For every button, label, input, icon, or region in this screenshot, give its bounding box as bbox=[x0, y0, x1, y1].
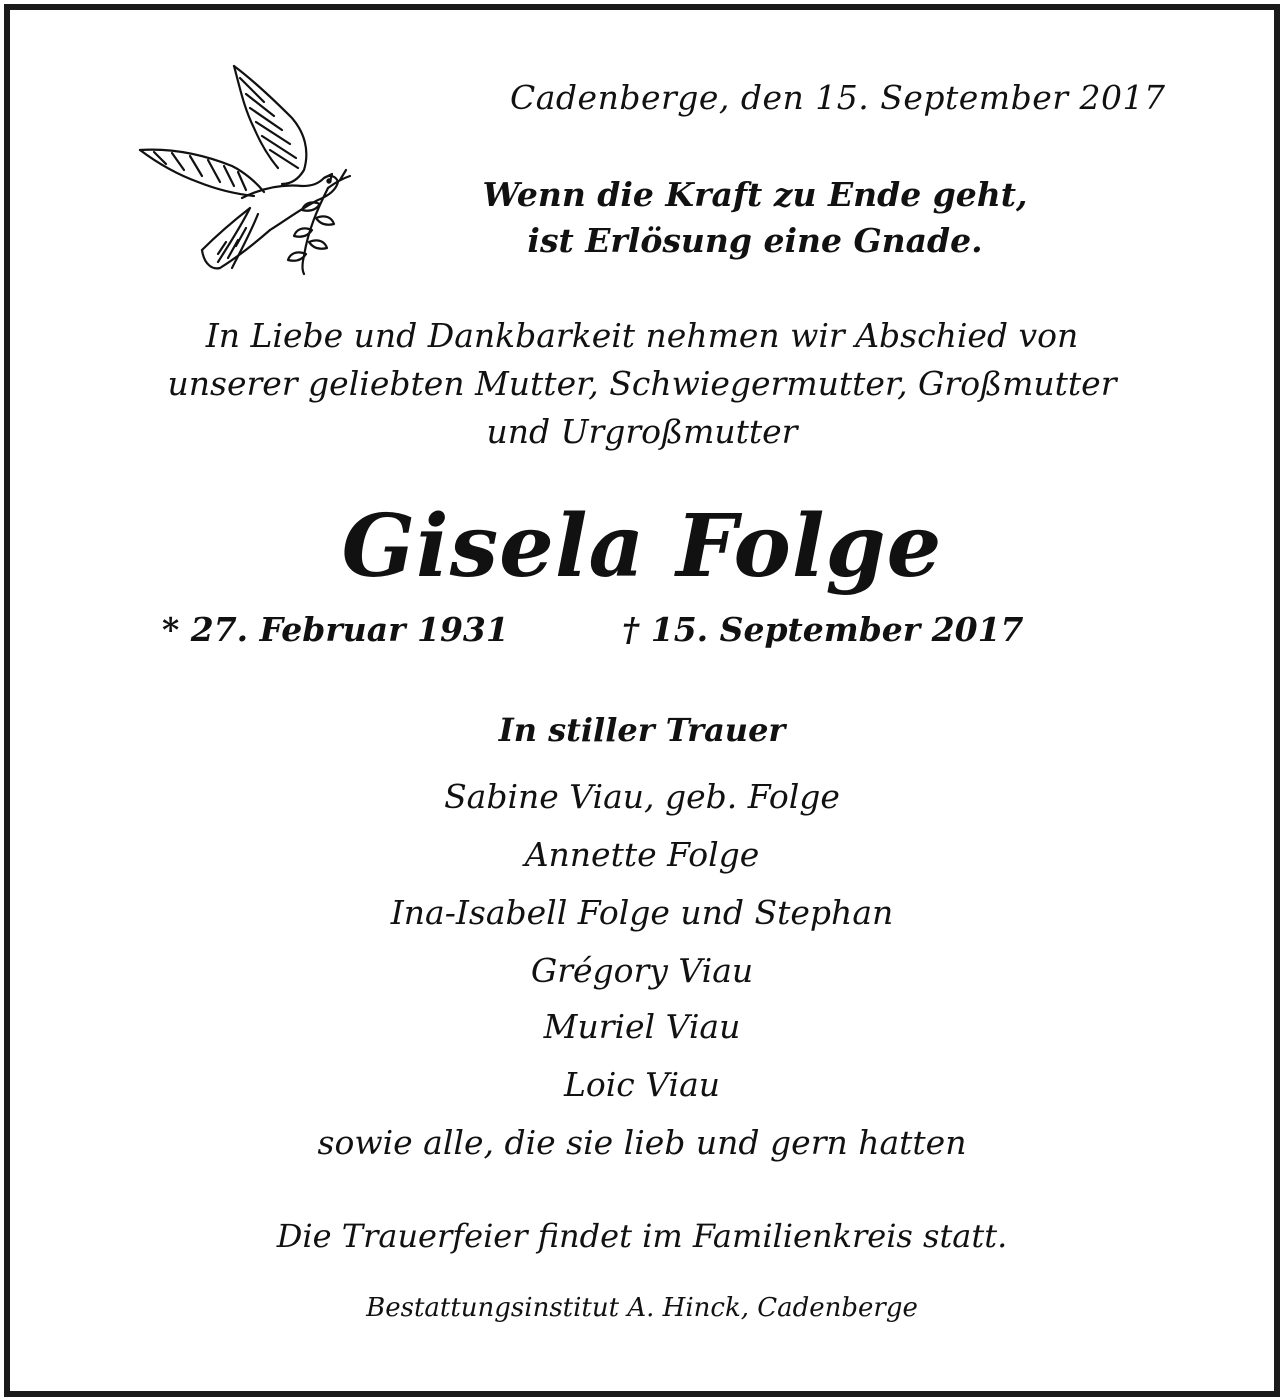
mourning-heading: In stiller Trauer bbox=[498, 711, 786, 749]
intro-line-1: In Liebe und Dankbarkeit nehmen wir Abschied von bbox=[205, 316, 1079, 355]
mourner-name: Loic Viau bbox=[563, 1065, 721, 1104]
death-date: † 15. September 2017 bbox=[622, 610, 1024, 649]
intro-line-3: und Urgroßmutter bbox=[486, 412, 798, 451]
intro-line-2: unserer geliebten Mutter, Schwiegermutter, Großmutter bbox=[167, 364, 1117, 403]
ceremony-note: Die Trauerfeier findet im Familienkreis statt. bbox=[276, 1217, 1008, 1255]
motto-line-1: Wenn die Kraft zu Ende geht, bbox=[482, 175, 1028, 214]
motto-line-2: ist Erlösung eine Gnade. bbox=[527, 221, 983, 260]
place-date: Cadenberge, den 15. September 2017 bbox=[510, 78, 1166, 117]
mourner-name: Grégory Viau bbox=[530, 951, 754, 990]
undertaker-credit: Bestattungsinstitut A. Hinck, Cadenberge bbox=[366, 1293, 918, 1323]
mourner-name: Sabine Viau, geb. Folge bbox=[444, 777, 840, 816]
mourners-closing: sowie alle, die sie lieb und gern hatten bbox=[317, 1123, 967, 1162]
deceased-name: Gisela Folge bbox=[341, 496, 943, 597]
obituary-frame bbox=[4, 4, 1280, 1397]
mourner-name: Annette Folge bbox=[524, 835, 760, 874]
dove-with-olive-branch-icon bbox=[132, 58, 356, 280]
mourner-name: Muriel Viau bbox=[543, 1007, 741, 1046]
birth-date: * 27. Februar 1931 bbox=[162, 610, 509, 649]
mourner-name: Ina-Isabell Folge und Stephan bbox=[390, 893, 894, 932]
